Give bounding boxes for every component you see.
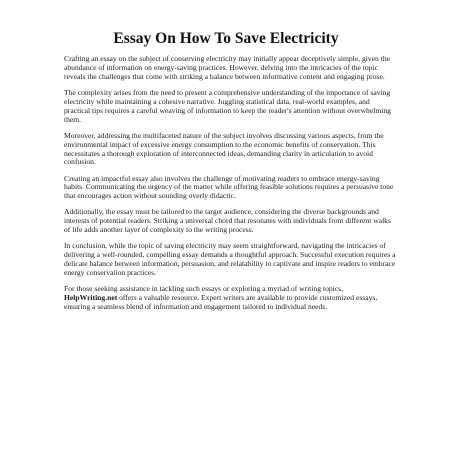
paragraph-2: The complexity arises from the need to present a comprehensive understanding of the importance of saving electricity while maintaining a cohesive narrative. Juggling statistical data, real-world examples, and practical tips requires a careful weaving of information to keep the reader's attention without overwhelming them. bbox=[64, 87, 391, 124]
paragraph-7 bbox=[64, 285, 396, 312]
paragraph-1: Crafting an essay on the subject of conserving electricity may initially appear deceptively simple, given the abundance of information on energy-saving practices. However, delving into the intricacies of the topic reveals the challenges that come with striking a balance between informative content and engaging prose. bbox=[64, 54, 391, 81]
brand-name: HelpWriting.net bbox=[64, 293, 118, 303]
document-body bbox=[64, 55, 396, 319]
paragraph-7-intro: For those seeking assistance in tackling such essays or exploring a myriad of writing topics, bbox=[64, 284, 344, 294]
document-title: Essay On How To Save Electricity bbox=[113, 30, 339, 47]
paragraph-5: Additionally, the essay must be tailored to the target audience, considering the diverse backgrounds and interests of potential readers. Striking a universal chord that resonates with individuals from different walks of life adds another layer of complexity to the writing process. bbox=[64, 207, 391, 235]
paragraph-6: In conclusion, while the topic of saving electricity may seem straightforward, navigating the intricacies of delivering a well-rounded, compelling essay demands a thoughtful approach. Successful execution requires a delicate balance between information, persuasion, and relatability to captivate and inspire readers to embrace energy conservation practices. bbox=[64, 241, 396, 278]
paragraph-7-rest: offers a valuable resource. Expert writers are available to provide customized essays, ensuring a seamless blend of information and engagement tailored to individual needs. bbox=[64, 293, 378, 311]
paragraph-3: Moreover, addressing the multifaceted nature of the subject involves discussing various aspects, from the environmental impact of excessive energy consumption to the economic benefits of conservation. This necessitates a thorough exploration of interconnected ideas, demanding clarity in articulation to avoid confusion. bbox=[64, 130, 384, 167]
paragraph-4: Creating an impactful essay also involves the challenge of motivating readers to embrace energy-saving habits. Communicating the urgency of the matter while offering feasible solutions requires a persuasive tone that encourages action without sounding overly didactic. bbox=[64, 173, 394, 201]
